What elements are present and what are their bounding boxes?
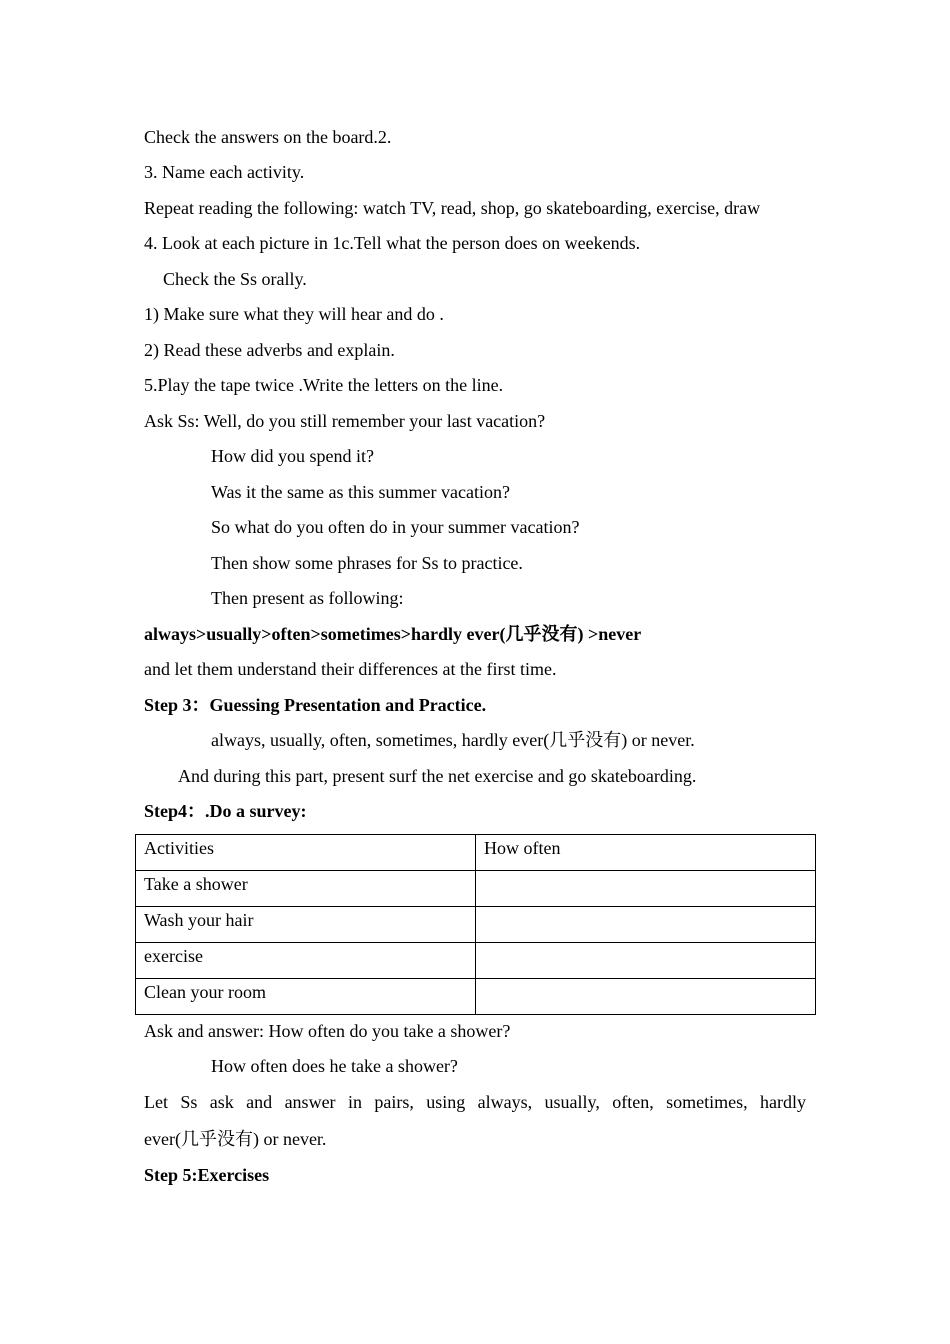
text-line: 3. Name each activity. [144, 162, 305, 182]
step-4-heading: Step4：.Do a survey: [144, 801, 307, 821]
frequency-cell [476, 871, 816, 907]
text-line: 4. Look at each picture in 1c.Tell what the person does on weekends. [144, 233, 641, 253]
table-header-row [136, 835, 816, 871]
survey-table [135, 834, 816, 1015]
text-line: So what do you often do in your summer vacation? [211, 517, 580, 537]
text-line: Repeat reading the following: watch TV, read, shop, go skateboarding, exercise, draw [144, 198, 761, 218]
text-line: 2) Read these adverbs and explain. [144, 340, 395, 360]
text-line: Ask Ss: Well, do you still remember your last vacation? [144, 411, 546, 431]
header-activities: Activities [136, 835, 476, 871]
text-line: Was it the same as this summer vacation? [211, 482, 510, 502]
adverb-order-line: always>usually>often>sometimes>hardly ever(几乎没有) >never [144, 624, 642, 644]
text-line: Then show some phrases for Ss to practice. [211, 553, 523, 573]
frequency-cell [476, 979, 816, 1015]
text-line: ever(几乎没有) or never. [144, 1129, 327, 1149]
frequency-cell [476, 943, 816, 979]
text-line: Check the Ss orally. [163, 269, 307, 289]
activity-cell: Take a shower [136, 871, 476, 907]
frequency-cell [476, 907, 816, 943]
text-line: How did you spend it? [211, 446, 374, 466]
table-row [136, 871, 816, 907]
text-line: 1) Make sure what they will hear and do . [144, 304, 444, 324]
step-5-heading: Step 5:Exercises [144, 1165, 270, 1185]
text-line: And during this part, present surf the net exercise and go skateboarding. [178, 766, 697, 786]
table-row [136, 979, 816, 1015]
table-row [136, 907, 816, 943]
activity-cell: Wash your hair [136, 907, 476, 943]
text-line: Ask and answer: How often do you take a shower? [144, 1021, 511, 1041]
text-line: always, usually, often, sometimes, hardly ever(几乎没有) or never. [211, 730, 695, 750]
activity-cell: Clean your room [136, 979, 476, 1015]
table-row [136, 943, 816, 979]
header-how-often: How often [476, 835, 816, 871]
text-line: and let them understand their differences at the first time. [144, 659, 557, 679]
text-line: Let Ss ask and answer in pairs, using always, usually, often, sometimes, hardly [144, 1092, 806, 1112]
text-line: 5.Play the tape twice .Write the letters on the line. [144, 375, 504, 395]
step-3-heading: Step 3：Guessing Presentation and Practice. [144, 695, 487, 715]
activity-cell: exercise [136, 943, 476, 979]
text-line: Then present as following: [211, 588, 404, 608]
text-line: How often does he take a shower? [211, 1056, 458, 1076]
text-line: Check the answers on the board.2. [144, 127, 392, 147]
